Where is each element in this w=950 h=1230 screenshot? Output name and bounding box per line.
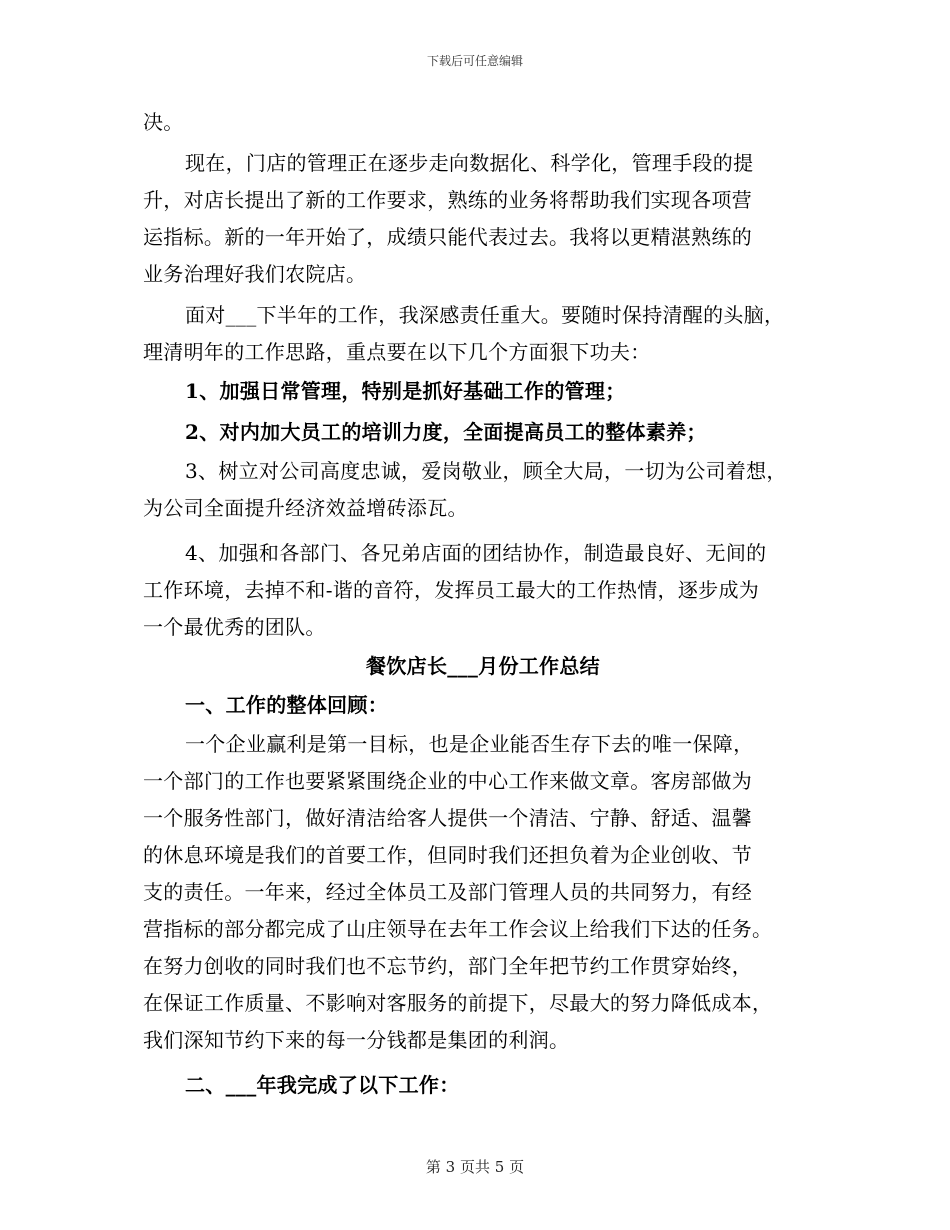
paragraph-line: 营指标的部分都完成了山庄领导在去年工作会议上给我们下达的任务。: [143, 917, 773, 941]
paragraph-line: 一个部门的工作也要紧紧围绕企业的中心工作来做文章。客房部做为: [143, 769, 752, 793]
paragraph-line: 升，对店长提出了新的工作要求，熟练的业务将帮助我们实现各项营: [143, 188, 752, 212]
list-item: 工作环境，去掉不和-谐的音符，发挥员工最大的工作热情，逐步成为: [143, 578, 760, 602]
paragraph-line: 支的责任。一年来，经过全体员工及部门管理人员的共同努力，有经: [143, 880, 752, 904]
heading-2: 二、___年我完成了以下工作：: [185, 1073, 460, 1097]
paragraph-line: 在努力创收的同时我们也不忘节约，部门全年把节约工作贯穿始终，: [143, 954, 752, 978]
page-footer: 第 3 页共 5 页: [425, 1158, 525, 1176]
paragraph-line: 现在，门店的管理正在逐步走向数据化、科学化，管理手段的提: [185, 151, 754, 175]
paragraph-line: 我们深知节约下来的每一分钱都是集团的利润。: [143, 1028, 570, 1052]
section-title: 餐饮店长___月份工作总结: [366, 654, 600, 678]
list-item: 为公司全面提升经济效益增砖添瓦。: [143, 496, 468, 520]
paragraph-line: 面对___下半年的工作，我深感责任重大。要随时保持清醒的头脑，: [185, 303, 785, 327]
document-body: [143, 104, 823, 1104]
list-item-bold: 2、对内加大员工的培训力度，全面提高员工的整体素养；: [185, 420, 707, 444]
list-item: 一个最优秀的团队。: [143, 615, 326, 639]
paragraph-line: 运指标。新的一年开始了，成绩只能代表过去。我将以更精湛熟练的: [143, 225, 752, 249]
paragraph-line: 理清明年的工作思路，重点要在以下几个方面狠下功夫：: [143, 340, 651, 364]
paragraph-line: 决。: [143, 110, 184, 134]
heading-1: 一、工作的整体回顾：: [185, 693, 388, 717]
paragraph-line: 业务治理好我们农院店。: [143, 262, 367, 286]
list-item-bold: 1、加强日常管理，特别是抓好基础工作的管理；: [185, 379, 626, 403]
paragraph-line: 的休息环境是我们的首要工作，但同时我们还担负着为企业创收、节: [143, 843, 752, 867]
paragraph-line: 一个服务性部门，做好清洁给客人提供一个清洁、宁静、舒适、温馨: [143, 806, 752, 830]
page-header: 下载后可任意编辑: [426, 54, 523, 68]
list-item: 3、树立对公司高度忠诚，爱岗敬业，顾全大局，一切为公司着想，: [185, 459, 787, 483]
list-item: 4、加强和各部门、各兄弟店面的团结协作，制造最良好、无间的: [185, 541, 767, 565]
paragraph-line: 在保证工作质量、不影响对客服务的前提下，尽最大的努力降低成本，: [143, 991, 773, 1015]
paragraph-line: 一个企业赢利是第一目标，也是企业能否生存下去的唯一保障，: [185, 732, 754, 756]
